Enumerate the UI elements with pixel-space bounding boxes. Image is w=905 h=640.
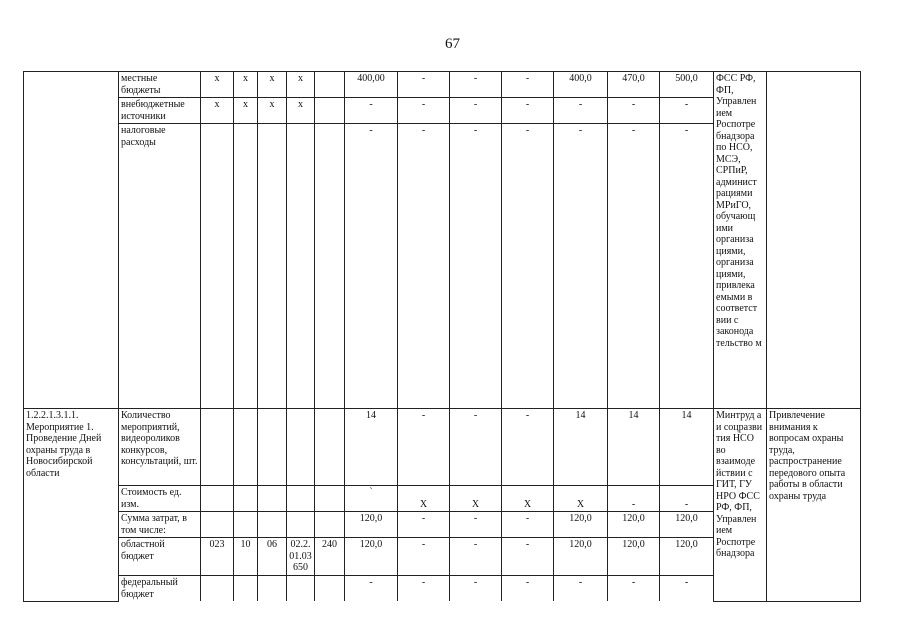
code-cell <box>287 409 315 486</box>
code-cell <box>315 409 345 486</box>
code-cell: х <box>287 98 315 124</box>
code-cell: х <box>201 98 234 124</box>
value-cell: - <box>554 576 608 602</box>
code-cell: х <box>258 98 287 124</box>
code-cell <box>315 512 345 538</box>
value-cell: - <box>608 576 660 602</box>
value-cell: - <box>660 98 714 124</box>
value-cell: 120,0 <box>345 512 398 538</box>
value-cell: - <box>554 124 608 409</box>
value-cell: 120,0 <box>608 538 660 576</box>
code-cell <box>201 409 234 486</box>
value-cell: - <box>398 538 450 576</box>
value-cell: - <box>398 72 450 98</box>
result-cell <box>767 72 861 409</box>
value-cell: 14 <box>660 409 714 486</box>
value-cell: - <box>660 576 714 602</box>
value-cell: - <box>502 124 554 409</box>
table-row <box>24 72 861 98</box>
value-cell: Х <box>450 486 502 512</box>
value-cell: ` <box>345 486 398 512</box>
code-cell: 240 <box>315 538 345 576</box>
code-cell <box>234 512 258 538</box>
value-cell: - <box>450 124 502 409</box>
measure-name-cell <box>24 72 119 409</box>
code-cell <box>234 409 258 486</box>
value-cell: - <box>450 512 502 538</box>
measure-name-cell: 1.2.2.1.3.1.1. Мероприятие 1. Проведение Дней охраны труда в Новосибирской области <box>24 409 119 602</box>
value-cell: - <box>398 576 450 602</box>
value-cell: - <box>345 576 398 602</box>
code-cell: 10 <box>234 538 258 576</box>
value-cell: - <box>450 98 502 124</box>
source-label: федеральный бюджет <box>119 576 201 602</box>
value-cell: - <box>608 124 660 409</box>
value-cell: Х <box>554 486 608 512</box>
code-cell <box>315 576 345 602</box>
value-cell: - <box>554 98 608 124</box>
code-cell: х <box>258 72 287 98</box>
code-cell: х <box>287 72 315 98</box>
code-cell <box>258 486 287 512</box>
source-label: местные бюджеты <box>119 72 201 98</box>
executors-cell: Минтруд а и соцразви тия НСО во взаимоде йствии с ГИТ, ГУ НРО ФСС РФ, ФП, Управлен ием Роспотре бнадзора <box>714 409 767 602</box>
code-cell <box>201 512 234 538</box>
value-cell: - <box>450 576 502 602</box>
code-cell: 023 <box>201 538 234 576</box>
code-cell <box>315 72 345 98</box>
code-cell <box>258 512 287 538</box>
value-cell: 470,0 <box>608 72 660 98</box>
code-cell <box>258 576 287 602</box>
code-cell <box>201 486 234 512</box>
value-cell: - <box>502 72 554 98</box>
code-cell <box>287 486 315 512</box>
value-cell: - <box>502 409 554 486</box>
code-cell <box>258 124 287 409</box>
code-cell <box>315 98 345 124</box>
source-label: внебюджетные источники <box>119 98 201 124</box>
value-cell: - <box>345 124 398 409</box>
code-cell: 02.2.01.03650 <box>287 538 315 576</box>
value-cell: - <box>450 538 502 576</box>
source-label: областной бюджет <box>119 538 201 576</box>
value-cell: 120,0 <box>660 512 714 538</box>
code-cell <box>234 124 258 409</box>
value-cell: - <box>450 409 502 486</box>
value-cell: - <box>398 124 450 409</box>
value-cell: - <box>502 576 554 602</box>
value-cell: - <box>502 538 554 576</box>
page-number: 67 <box>445 36 460 52</box>
value-cell: - <box>502 98 554 124</box>
source-label: налоговые расходы <box>119 124 201 409</box>
code-cell <box>258 409 287 486</box>
value-cell: 400,0 <box>554 72 608 98</box>
code-cell: х <box>234 72 258 98</box>
value-cell: - <box>608 486 660 512</box>
value-cell: - <box>660 124 714 409</box>
value-cell: 500,0 <box>660 72 714 98</box>
value-cell: - <box>660 486 714 512</box>
source-label: Количество мероприятий, видеороликов конкурсов, консультаций, шт. <box>119 409 201 486</box>
code-cell <box>287 512 315 538</box>
budget-table <box>23 71 861 602</box>
value-cell: 14 <box>608 409 660 486</box>
value-cell: - <box>608 98 660 124</box>
code-cell <box>234 576 258 602</box>
source-label: Сумма затрат, в том числе: <box>119 512 201 538</box>
value-cell: - <box>450 72 502 98</box>
code-cell <box>287 576 315 602</box>
value-cell: - <box>398 98 450 124</box>
result-cell: Привлечение внимания к вопросам охраны труда, распространение передового опыта работы в области охраны труда <box>767 409 861 602</box>
code-cell <box>234 486 258 512</box>
value-cell: 14 <box>554 409 608 486</box>
code-cell: х <box>234 98 258 124</box>
code-cell: 06 <box>258 538 287 576</box>
table-row <box>24 409 861 486</box>
value-cell: - <box>398 512 450 538</box>
code-cell <box>315 486 345 512</box>
value-cell: - <box>345 98 398 124</box>
source-label: Стоимость ед. изм. <box>119 486 201 512</box>
value-cell: 120,0 <box>345 538 398 576</box>
value-cell: 120,0 <box>660 538 714 576</box>
code-cell <box>287 124 315 409</box>
code-cell <box>201 576 234 602</box>
value-cell: Х <box>502 486 554 512</box>
value-cell: Х <box>398 486 450 512</box>
value-cell: 120,0 <box>554 512 608 538</box>
code-cell <box>201 124 234 409</box>
value-cell: 400,00 <box>345 72 398 98</box>
value-cell: 14 <box>345 409 398 486</box>
executors-cell: ФСС РФ, ФП, Управлен ием Роспотре бнадзора по НСО, МСЭ, СРПиР, админист рациями МРиГО, обучающ ими организа циями, организа циями, привлека емыми в соответст вии с законода тельство м <box>714 72 767 409</box>
code-cell <box>315 124 345 409</box>
value-cell: 120,0 <box>554 538 608 576</box>
value-cell: - <box>502 512 554 538</box>
value-cell: 120,0 <box>608 512 660 538</box>
value-cell: - <box>398 409 450 486</box>
code-cell: х <box>201 72 234 98</box>
